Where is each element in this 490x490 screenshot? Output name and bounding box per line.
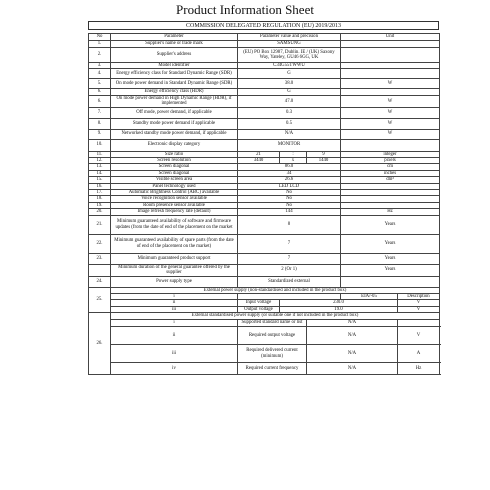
row-parameter: Size ratio	[111, 151, 238, 157]
spec-row	[89, 107, 440, 118]
spec-row	[89, 253, 440, 264]
row-unit: cm	[341, 164, 440, 170]
row-number: 10.	[89, 139, 111, 151]
row-parameter: Image refresh frequency rate (default)	[111, 209, 238, 215]
psu-value: N/A	[307, 345, 398, 363]
psu-value: N/A	[307, 327, 398, 345]
row-value: N/A	[238, 129, 341, 139]
row-unit: Hz	[341, 209, 440, 215]
header-row	[89, 34, 440, 41]
row-number: 16.	[89, 183, 111, 189]
row-number: 8.	[89, 118, 111, 129]
psu-value: 19.0	[280, 306, 398, 312]
row-unit	[341, 139, 440, 151]
header-unit: Unit	[341, 34, 440, 41]
row-parameter: Energy efficiency class (HDR)	[111, 89, 238, 95]
row-value: 7	[238, 253, 341, 264]
psu-unit: Hz	[398, 363, 440, 375]
row-number: 26.	[89, 313, 111, 375]
spec-row	[89, 69, 440, 79]
row-value: 0.3	[238, 107, 341, 118]
row-value: (EU) PO Box 12987, Dublin. IE / (UK) Saxony Way, Yateley, GU46 6GG, UK	[238, 48, 341, 63]
row-value: LED LCD	[238, 183, 341, 189]
row-number: 4.	[89, 69, 111, 79]
row-value: G	[238, 69, 341, 79]
psu-index: i	[111, 293, 238, 299]
row-unit: W	[341, 118, 440, 129]
row-unit: Years	[341, 234, 440, 253]
row-value-part: 9	[307, 151, 341, 157]
row-parameter: Minimum guaranteed availability of spare parts (from the date of end of the placement on the market)	[111, 234, 238, 253]
psu-unit: V	[398, 300, 440, 306]
row-number: 22.	[89, 234, 111, 253]
row-number: 13.	[89, 164, 111, 170]
spec-row	[89, 79, 440, 89]
row-value: Standardized external	[238, 276, 341, 287]
row-unit: pixels	[341, 158, 440, 164]
row-number: 14.	[89, 170, 111, 176]
page-title: Product Information Sheet	[176, 2, 314, 17]
psu-unit: A	[398, 345, 440, 363]
row-number: 9.	[89, 129, 111, 139]
spec-row	[89, 41, 440, 48]
psu-index: ii	[111, 327, 238, 345]
row-number: 20.	[89, 209, 111, 215]
row-number: 25.	[89, 287, 111, 313]
row-value-part: 1440	[307, 158, 341, 164]
row-number: 18.	[89, 196, 111, 202]
spec-row	[89, 234, 440, 253]
psu-unit: V	[398, 306, 440, 312]
header-no: No	[89, 34, 111, 41]
psu-parameter: Required delivered current (minimum)	[238, 345, 307, 363]
row-value: 38.0	[238, 79, 341, 89]
psu-description-header: Description	[398, 293, 440, 299]
psu-standard-heading-row	[89, 313, 440, 320]
row-value: No	[238, 196, 341, 202]
spec-row	[89, 95, 440, 107]
row-parameter: Supplier's address	[111, 48, 238, 63]
row-number: 5.	[89, 79, 111, 89]
value-separator: :	[280, 151, 307, 157]
psu-unit: V	[398, 327, 440, 345]
row-parameter: Visible screen area	[111, 177, 238, 183]
row-number: 2.	[89, 48, 111, 63]
row-number: 24.	[89, 276, 111, 287]
row-number: 15.	[89, 177, 111, 183]
row-parameter: Voice recognition sensor available	[111, 196, 238, 202]
psu-external-heading: External power supply (non-standardised and included in the product box)	[111, 287, 440, 293]
row-unit: inches	[341, 170, 440, 176]
psu-value: N/A	[307, 320, 398, 327]
row-number: 3.	[89, 63, 111, 69]
row-unit: Years	[341, 215, 440, 234]
spec-row	[89, 48, 440, 63]
row-value: 144	[238, 209, 341, 215]
psu-standard-heading: External standardised power supply (or suitable one if not included in the product box)	[111, 313, 440, 320]
row-parameter: Screen diagonal	[111, 164, 238, 170]
regulation-subtitle: COMMISSION DELEGATED REGULATION (EU) 2019/2013	[88, 21, 439, 30]
row-number: 23.	[89, 253, 111, 264]
row-unit: W	[341, 129, 440, 139]
row-unit	[341, 69, 440, 79]
row-unit: W	[341, 95, 440, 107]
row-parameter: Screen resolution	[111, 158, 238, 164]
psu-index: i	[111, 320, 238, 327]
row-parameter: Energy efficiency class for Standard Dynamic Range (SDR)	[111, 69, 238, 79]
row-parameter: Screen diagonal	[111, 170, 238, 176]
psu-parameter: Output voltage	[238, 306, 280, 312]
row-value: 34	[238, 170, 341, 176]
psu-parameter: Required output voltage	[238, 327, 307, 345]
row-value-part: 21	[238, 151, 280, 157]
row-parameter: Panel technology used	[111, 183, 238, 189]
row-number: 7.	[89, 107, 111, 118]
row-value: 2 (Or 1)	[238, 264, 341, 276]
row-parameter: Standby mode power demand if applicable	[111, 118, 238, 129]
psu-parameter: Input voltage	[238, 300, 280, 306]
row-value: C34G55TWWU	[238, 63, 341, 69]
spec-row	[89, 129, 440, 139]
psu-index: iii	[111, 345, 238, 363]
psu-standard-row	[89, 345, 440, 363]
row-parameter: On mode power demand in Standard Dynamic Range (SDR)	[111, 79, 238, 89]
header-value: Parameter value and precision	[238, 34, 341, 41]
row-unit	[341, 41, 440, 48]
row-parameter: Supplier's name or trade mark	[111, 41, 238, 48]
row-value: No	[238, 202, 341, 208]
row-unit: dm²	[341, 177, 440, 183]
row-value: 86.0	[238, 164, 341, 170]
row-unit	[341, 48, 440, 63]
row-value: MONITOR	[238, 139, 341, 151]
row-number: 1.	[89, 41, 111, 48]
value-separator: x	[280, 158, 307, 164]
row-value: SAMSUNG	[238, 41, 341, 48]
row-parameter: Networked standby mode power demand, if applicable	[111, 129, 238, 139]
row-unit: integer	[341, 151, 440, 157]
info-table	[88, 33, 440, 375]
spec-row	[89, 264, 440, 276]
spec-row	[89, 118, 440, 129]
row-number: 17.	[89, 190, 111, 196]
row-value: 0.5	[238, 118, 341, 129]
row-parameter: Minimum guaranteed product support	[111, 253, 238, 264]
psu-value: 230.0	[280, 300, 398, 306]
row-unit: W	[341, 107, 440, 118]
row-unit: Years	[341, 264, 440, 276]
psu-unit	[398, 320, 440, 327]
row-unit: W	[341, 79, 440, 89]
row-value: 8	[238, 215, 341, 234]
row-parameter: On mode power demand in High Dynamic Range (HDR), if implemented	[111, 95, 238, 107]
row-parameter: Electronic display category	[111, 139, 238, 151]
spec-row	[89, 215, 440, 234]
row-parameter: Automatic Brightness Control (ABC) available	[111, 190, 238, 196]
row-value-part: 3440	[238, 158, 280, 164]
psu-index: iv	[111, 363, 238, 375]
row-unit	[341, 276, 440, 287]
spec-row	[89, 276, 440, 287]
row-number: 12.	[89, 158, 111, 164]
psu-eia-header: EIA/-05	[341, 293, 398, 299]
psu-index: iii	[111, 306, 238, 312]
psu-standard-row	[89, 363, 440, 375]
psu-index: ii	[111, 300, 238, 306]
row-number: 21.	[89, 215, 111, 234]
psu-parameter: Required current frequency	[238, 363, 307, 375]
row-number	[89, 264, 111, 276]
row-parameter: Power supply type	[111, 276, 238, 287]
psu-standard-row	[89, 327, 440, 345]
row-number: 19.	[89, 202, 111, 208]
row-value: G	[238, 89, 341, 95]
row-parameter: Off mode, power demand, if applicable	[111, 107, 238, 118]
row-unit: Years	[341, 253, 440, 264]
row-value: 26.6	[238, 177, 341, 183]
row-parameter: Room presence sensor available	[111, 202, 238, 208]
row-number: 6.	[89, 95, 111, 107]
row-parameter: Model identifier	[111, 63, 238, 69]
row-parameter: Minimum duration of the general guarantee offered by the supplier	[111, 264, 238, 276]
row-parameter: Minimum guaranteed availability of software and firmware updates (from the date of end of the placement on the market	[111, 215, 238, 234]
psu-standard-row	[89, 320, 440, 327]
row-value: 47.0	[238, 95, 341, 107]
spec-row	[89, 139, 440, 151]
psu-value: N/A	[307, 363, 398, 375]
row-value: 7	[238, 234, 341, 253]
psu-parameter: Supported standard name or list	[238, 320, 307, 327]
row-number: 6.	[89, 89, 111, 95]
header-parameter: Parameter	[111, 34, 238, 41]
row-value: No	[238, 190, 341, 196]
row-number: 11.	[89, 151, 111, 157]
